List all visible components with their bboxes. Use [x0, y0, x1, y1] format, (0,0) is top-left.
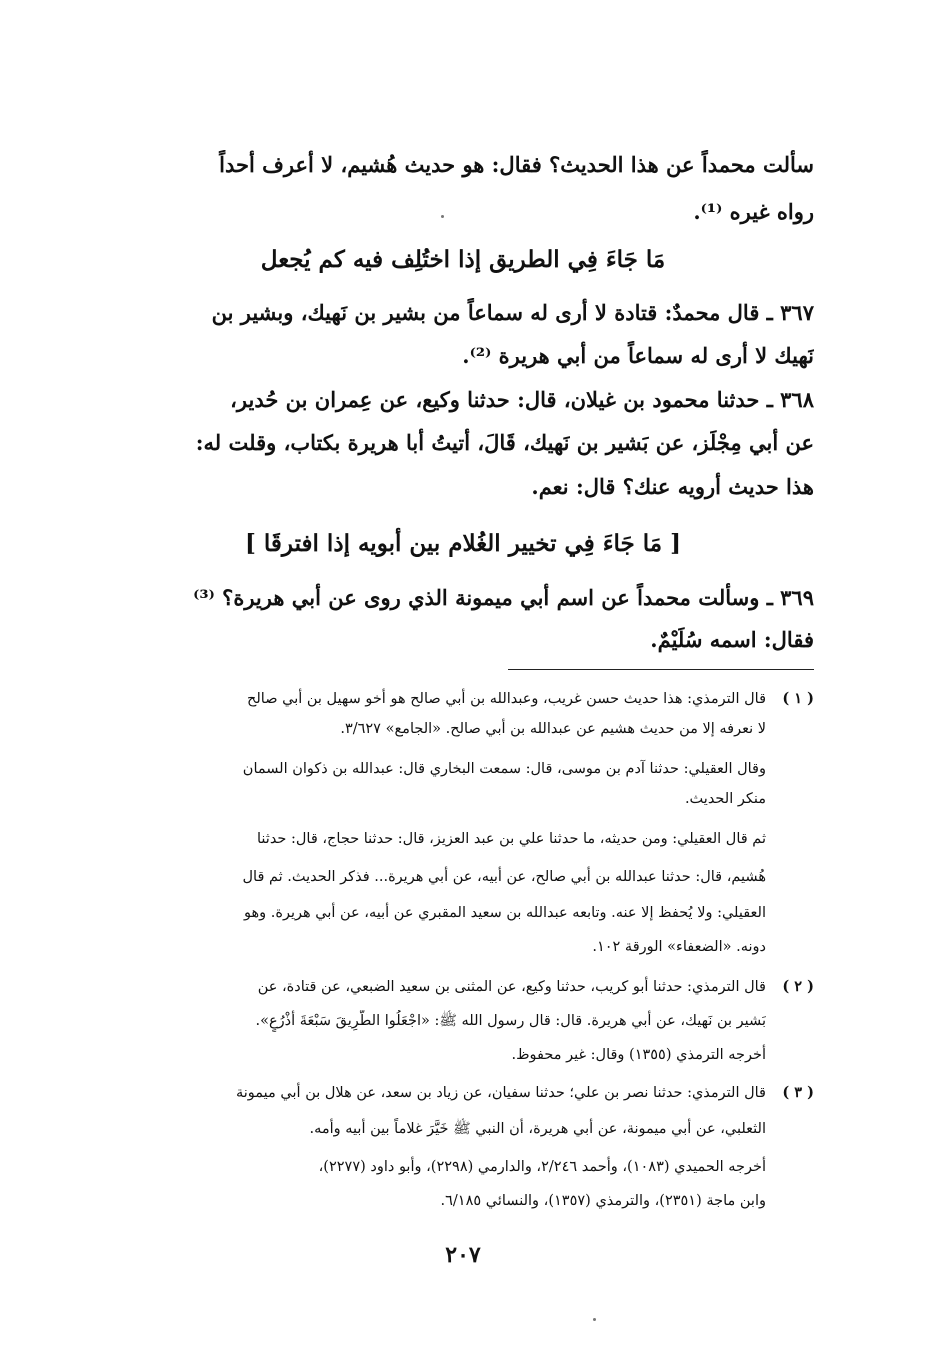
- footnote-2-line-2: بَشير بن نَهيك، عن أبي هريرة. قال: قال رسول الله ﷺ: «اجْعَلُوا الطَّرِيقَ سَبْعَةَ أَذْرُعٍ».: [255, 1013, 766, 1029]
- footnote-1-line-2: لا نعرفه إلا من حديث هشيم عن عبدالله بن أبي صالح. «الجامع» ٣/٦٢٧.: [340, 721, 766, 737]
- hadith-368-line-1: ٣٦٨ ـ حدثنا محمود بن غيلان، قال: حدثنا وكيع، عن عِمران بن حُدير،: [230, 387, 814, 412]
- scan-speck: [593, 1318, 596, 1321]
- footnote-3-line-3: أخرجه الحميدي (١٠٨٣)، وأحمد ٢/٢٤٦، والدارمي (٢٢٩٨)، وأبو داود (٢٢٧٧)،: [318, 1159, 766, 1175]
- footnote-1-line-5: ثم قال العقيلي: ومن حديثه، ما حدثنا علي بن عبد العزيز، قال: حدثنا حجاج، قال: حدثنا: [256, 831, 766, 847]
- main-text-line-2: رواه غيره ⁽¹⁾.: [693, 199, 814, 224]
- hadith-369-line-1: ٣٦٩ ـ وسألت محمداً عن اسم أبي ميمونة الذي روى عن أبي هريرة؟ ⁽³⁾: [193, 585, 814, 610]
- footnote-3-number: ( ٣ ): [782, 1084, 814, 1101]
- footnote-1-number: ( ١ ): [782, 690, 814, 707]
- footnote-1-line-8: دونه. «الضعفاء» الورقة ١٠٢.: [592, 939, 766, 955]
- footnote-1-line-1: قال الترمذي: هذا حديث حسن غريب، وعبدالله بن أبي صالح هو أخو سهيل بن أبي صالح: [247, 691, 766, 707]
- footnote-3-line-4: وابن ماجة (٢٣٥١)، والترمذي (١٣٥٧)، والنسائي ٦/١٨٥.: [440, 1193, 766, 1209]
- footnote-1-line-7: العقيلي: ولا يُحفظ إلا عنه. وتابعه عبدالله بن سعيد المقبري عن أبيه، عن أبي هريرة. وهو: [244, 905, 766, 921]
- scan-speck: [441, 215, 444, 218]
- footnote-3-line-1: قال الترمذي: حدثنا نصر بن علي؛ حدثنا سفيان، عن زياد بن سعد، عن هلال بن أبي ميمونة: [236, 1085, 766, 1101]
- section-heading-boy-choice: [ مَا جَاءَ فِي تخيير الغُلام بين أبويه إذا افترقَا ]: [245, 530, 681, 557]
- footnote-divider: [508, 669, 814, 670]
- footnote-2-number: ( ٢ ): [782, 978, 814, 995]
- hadith-367-line-2: نَهيك لا أرى له سماعاً من أبي هريرة ⁽²⁾.: [462, 343, 814, 368]
- hadith-367-line-1: ٣٦٧ ـ قال محمدٌ: قتادة لا أرى له سماعاً من بشير بن نَهيك، وبشير بن: [211, 300, 814, 325]
- footnote-1-line-4: منكر الحديث.: [684, 791, 766, 807]
- footnote-1-line-6: هُشيم، قال: حدثنا عبدالله بن أبي صالح، عن أبيه، عن أبي هريرة... فذكر الحديث. ثم قال: [242, 869, 766, 885]
- page-number: ٢٠٧: [445, 1242, 481, 1268]
- section-heading-road: مَا جَاءَ فِي الطريق إذا اختُلِف فيه كم يُجعل: [260, 246, 666, 273]
- hadith-368-line-2: عن أبي مِجْلَز، عن بَشير بن نَهيك، قَالَ، أتيتُ أبا هريرة بكتاب، وقلت له:: [195, 430, 814, 455]
- footnote-2-line-3: أخرجه الترمذي (١٣٥٥) وقال: غير محفوظ.: [511, 1047, 766, 1063]
- footnote-1-line-3: وقال العقيلي: حدثنا آدم بن موسى، قال: سمعت البخاري قال: عبدالله بن ذكوان السمان: [242, 761, 766, 777]
- hadith-368-line-3: هذا حديث أرويه عنك؟ قال: نعم.: [531, 474, 814, 499]
- footnote-2-line-1: قال الترمذي: حدثنا أبو كريب، حدثنا وكيع، عن المثنى بن سعيد الضبعي، عن قتادة، عن: [257, 979, 766, 995]
- footnote-3-line-2: الثعلبي، عن أبي ميمونة، عن أبي هريرة، أن النبي ﷺ خَيَّرَ غلاماً بين أبيه وأمه.: [309, 1121, 766, 1137]
- main-text-line-1: سألت محمداً عن هذا الحديث؟ فقال: هو حديث هُشيم، لا أعرف أحداً: [219, 152, 814, 177]
- hadith-369-line-2: فقال: اسمه سُلَيْمٌ.: [650, 627, 814, 652]
